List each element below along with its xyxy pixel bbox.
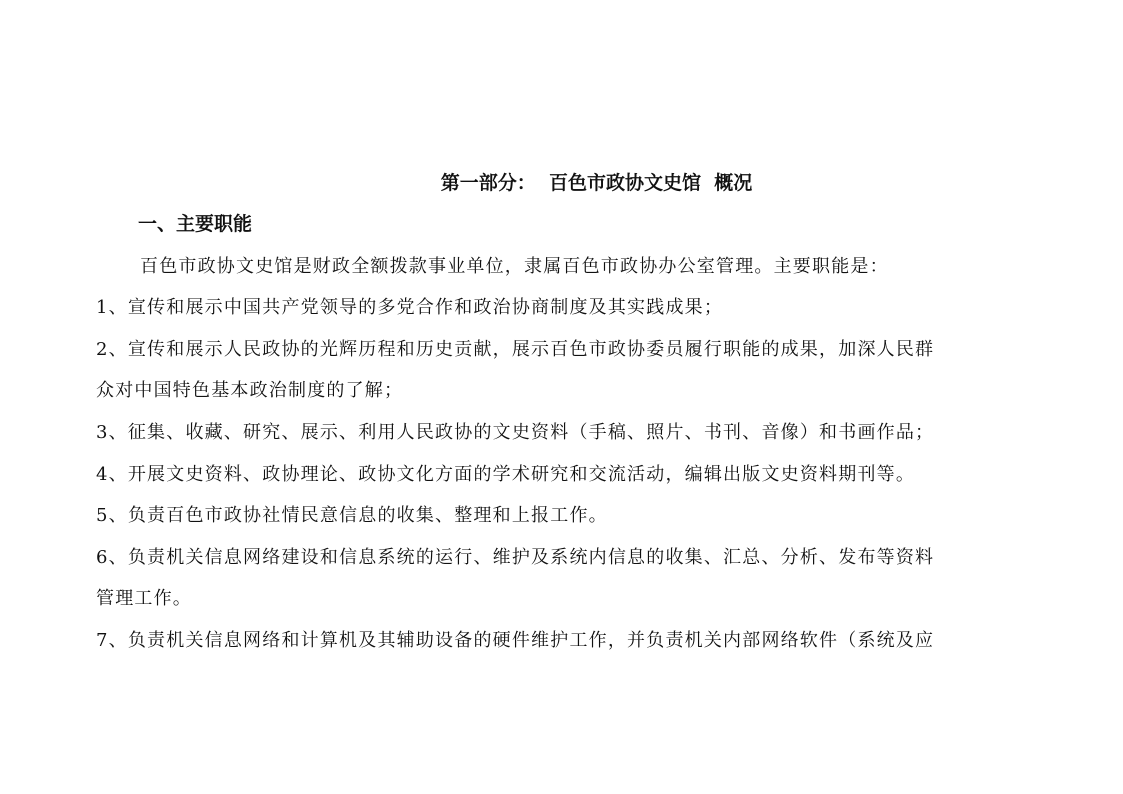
duty-line: 2、宣传和展示人民政协的光辉历程和历史贡献，展示百色市政协委员履行职能的成果，加深人民群 <box>96 339 935 360</box>
page-title: 第一部分： 百色市政协文史馆 概况 <box>440 172 753 194</box>
duty-line: 4、开展文史资料、政协理论、政协文化方面的学术研究和交流活动，编辑出版文史资料期刊等。 <box>96 464 916 485</box>
section-heading: 一、主要职能 <box>138 213 253 235</box>
duty-line: 管理工作。 <box>96 588 192 609</box>
duty-line: 6、负责机关信息网络建设和信息系统的运行、维护及系统内信息的收集、汇总、分析、发布等资料 <box>96 547 935 568</box>
intro-paragraph: 百色市政协文史馆是财政全额拨款事业单位，隶属百色市政协办公室管理。主要职能是： <box>140 256 889 277</box>
duty-line: 5、负责百色市政协社情民意信息的收集、整理和上报工作。 <box>96 505 608 526</box>
duty-line: 3、征集、收藏、研究、展示、利用人民政协的文史资料（手稿、照片、书刊、音像）和书画作品； <box>96 422 935 443</box>
duty-line: 7、负责机关信息网络和计算机及其辅助设备的硬件维护工作，并负责机关内部网络软件（系统及应 <box>96 630 935 651</box>
duty-line: 众对中国特色基本政治制度的了解； <box>96 380 404 401</box>
duty-line: 1、宣传和展示中国共产党领导的多党合作和政治协商制度及其实践成果； <box>96 297 724 318</box>
